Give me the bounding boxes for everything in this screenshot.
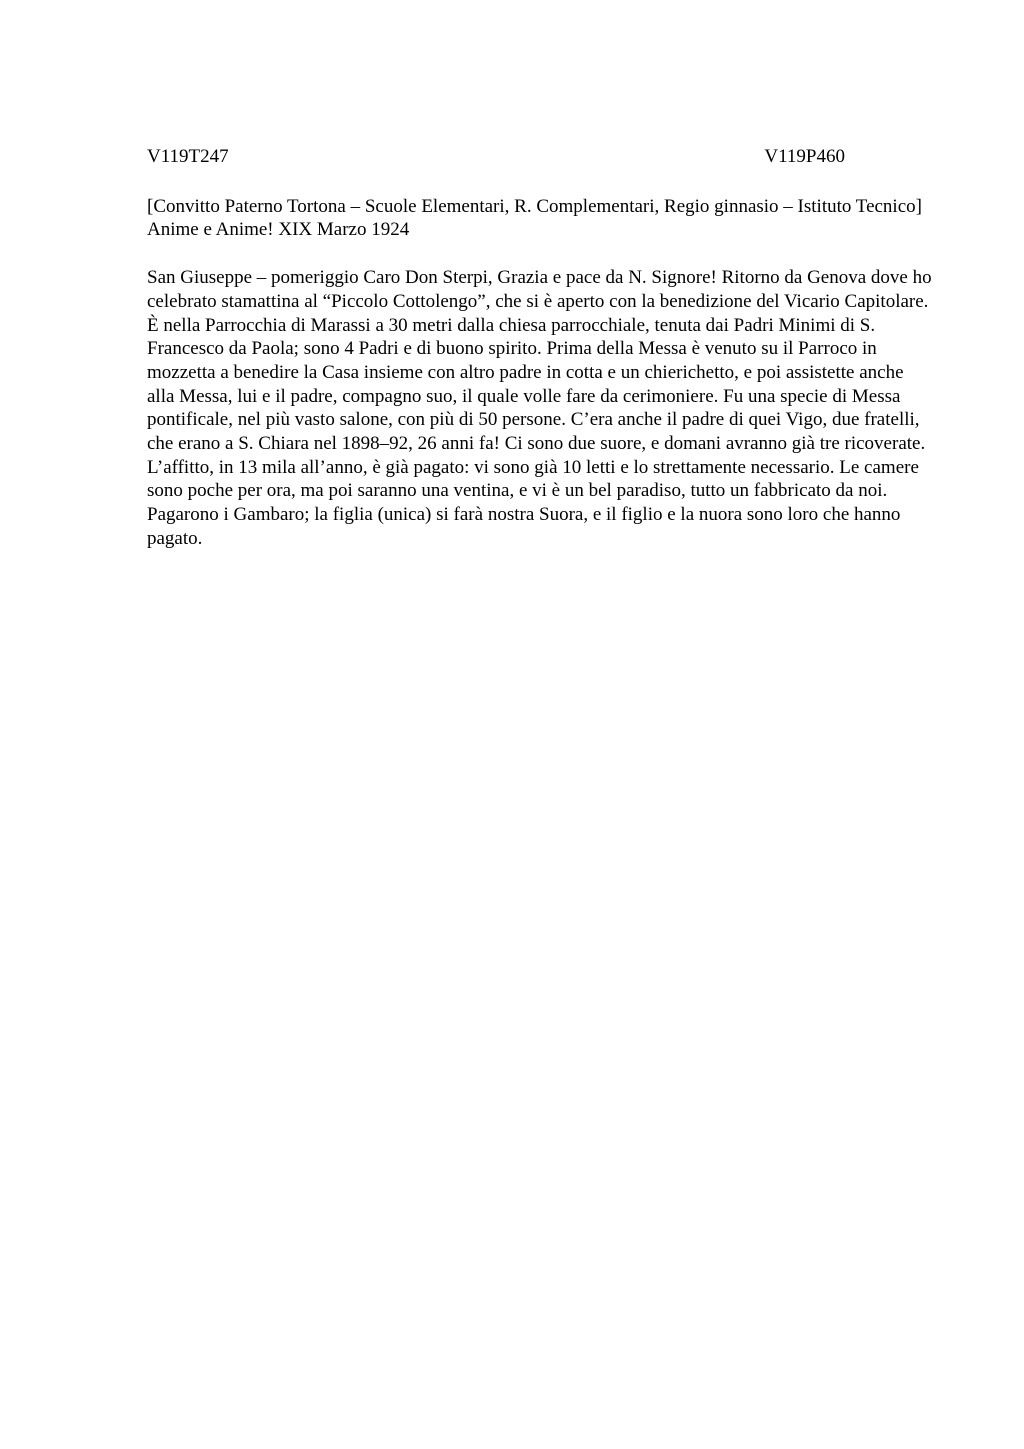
right-reference-code: V119P460 xyxy=(764,146,845,167)
document-content xyxy=(147,145,932,551)
heading-paragraph: [Convitto Paterno Tortona – Scuole Elementari, R. Complementari, Regio ginnasio – Istituto Tecnico] Anime e Anime! XIX Marzo 1924 xyxy=(147,195,922,241)
letter-body-paragraph: San Giuseppe – pomeriggio Caro Don Sterpi, Grazia e pace da N. Signore! Ritorno da Genova dove ho celebrato stamattina al “Piccolo Cottolengo”, che si è aperto con la benedizione del Vicario Capitolare. È nella Parrocchia di Marassi a 30 metri dalla chiesa parrocchiale, tenuta dai Padri Minimi di S. Francesco da Paola; sono 4 Padri e di buono spirito. Prima della Messa è venuto su il Parroco in mozzetta a benedire la Casa insieme con altro padre in cotta e un chierichetto, e poi assistette anche alla Messa, lui e il padre, compagno suo, il quale volle fare da cerimoniere. Fu una specie di Messa pontificale, nel più vasto salone, con più di 50 persone. C’era anche il padre di quei Vigo, due fratelli, che erano a S. Chiara nel 1898–92, 26 anni fa! Ci sono due suore, e domani avranno già tre ricoverate. L’affitto, in 13 mila all’anno, è già pagato: vi sono già 10 letti e lo strettamente necessario. Le camere sono poche per ora, ma poi saranno una ventina, e vi è un bel paradiso, tutto un fabbricato da noi. Pagarono i Gambaro; la figlia (unica) si farà nostra Suora, e il figlio e la nuora sono loro che hanno pagato. xyxy=(147,267,932,549)
document-header xyxy=(147,145,845,169)
left-reference-code: V119T247 xyxy=(147,146,229,167)
